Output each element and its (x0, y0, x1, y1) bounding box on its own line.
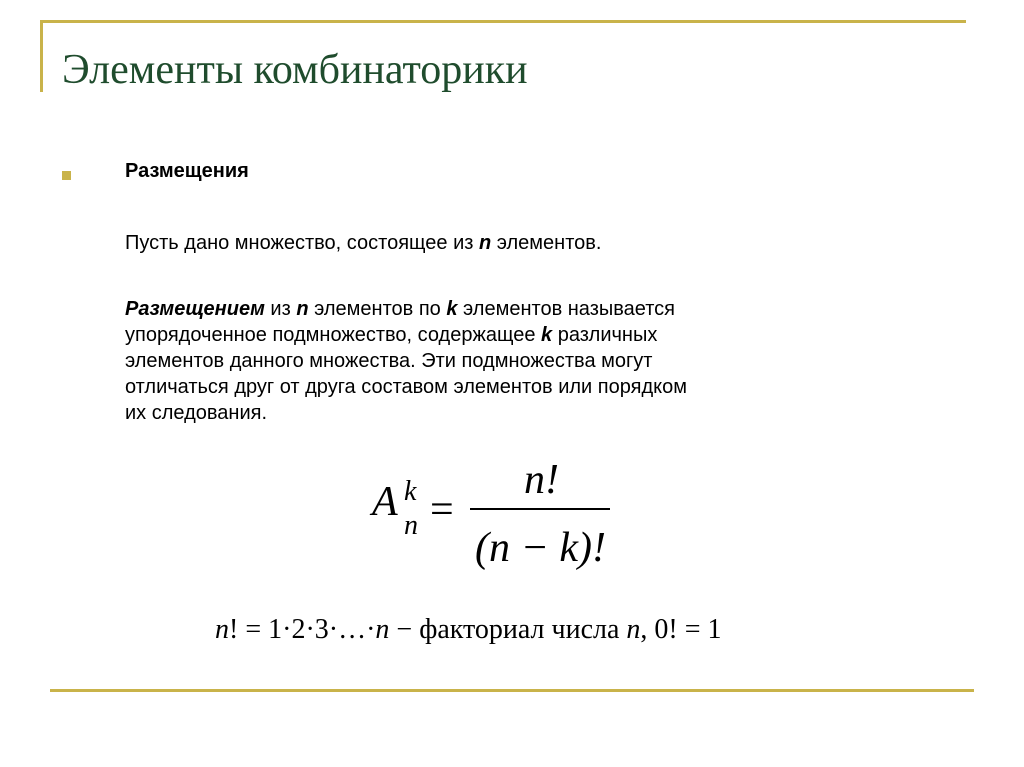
factorial-rhs-n: n (375, 614, 390, 645)
intro-var-n: n (478, 232, 492, 254)
formula-equals: = (430, 487, 454, 533)
intro-paragraph (125, 232, 601, 255)
factorial-var-n: n (626, 614, 641, 645)
formula-subscript-n: n (404, 510, 418, 541)
factorial-lhs-n: n (215, 614, 229, 645)
definition-var-k-2: k (541, 324, 553, 346)
definition-line-5: их следования. (125, 402, 268, 424)
definition-term: Размещением (125, 298, 265, 320)
definition-var-n: n (296, 298, 309, 320)
slide-title: Элементы комбинаторики (62, 47, 528, 93)
factorial-definition (215, 614, 722, 646)
section-heading: Размещения (125, 160, 249, 182)
definition-line-3: элементов данного множества. Эти подмножества могут (125, 350, 653, 372)
intro-text-post: элементов. (491, 232, 602, 254)
formula-denominator: (n − k)! (475, 525, 606, 571)
fraction-bar (470, 508, 610, 510)
definition-paragraph (125, 296, 955, 426)
formula-A: A (372, 479, 398, 525)
left-rule (40, 20, 43, 92)
definition-var-k: k (446, 298, 458, 320)
bullet-icon (62, 171, 71, 180)
definition-line-1: Размещением из n элементов по k элементов называется (125, 298, 675, 320)
factorial-product: ! = 1·2·3·…· (229, 614, 376, 645)
factorial-zero: , 0! = 1 (640, 614, 722, 645)
factorial-caption: − факториал числа (389, 614, 627, 645)
top-rule (40, 20, 966, 23)
definition-line-4: отличаться друг от друга составом элементов или порядком (125, 376, 687, 398)
bottom-rule (50, 689, 974, 692)
formula-superscript-k: k (404, 476, 417, 507)
intro-text-pre: Пусть дано множество, состоящее из (125, 232, 479, 254)
definition-line-2: упорядоченное подмножество, содержащее k различных (125, 324, 658, 346)
formula-numerator: n! (524, 457, 559, 503)
